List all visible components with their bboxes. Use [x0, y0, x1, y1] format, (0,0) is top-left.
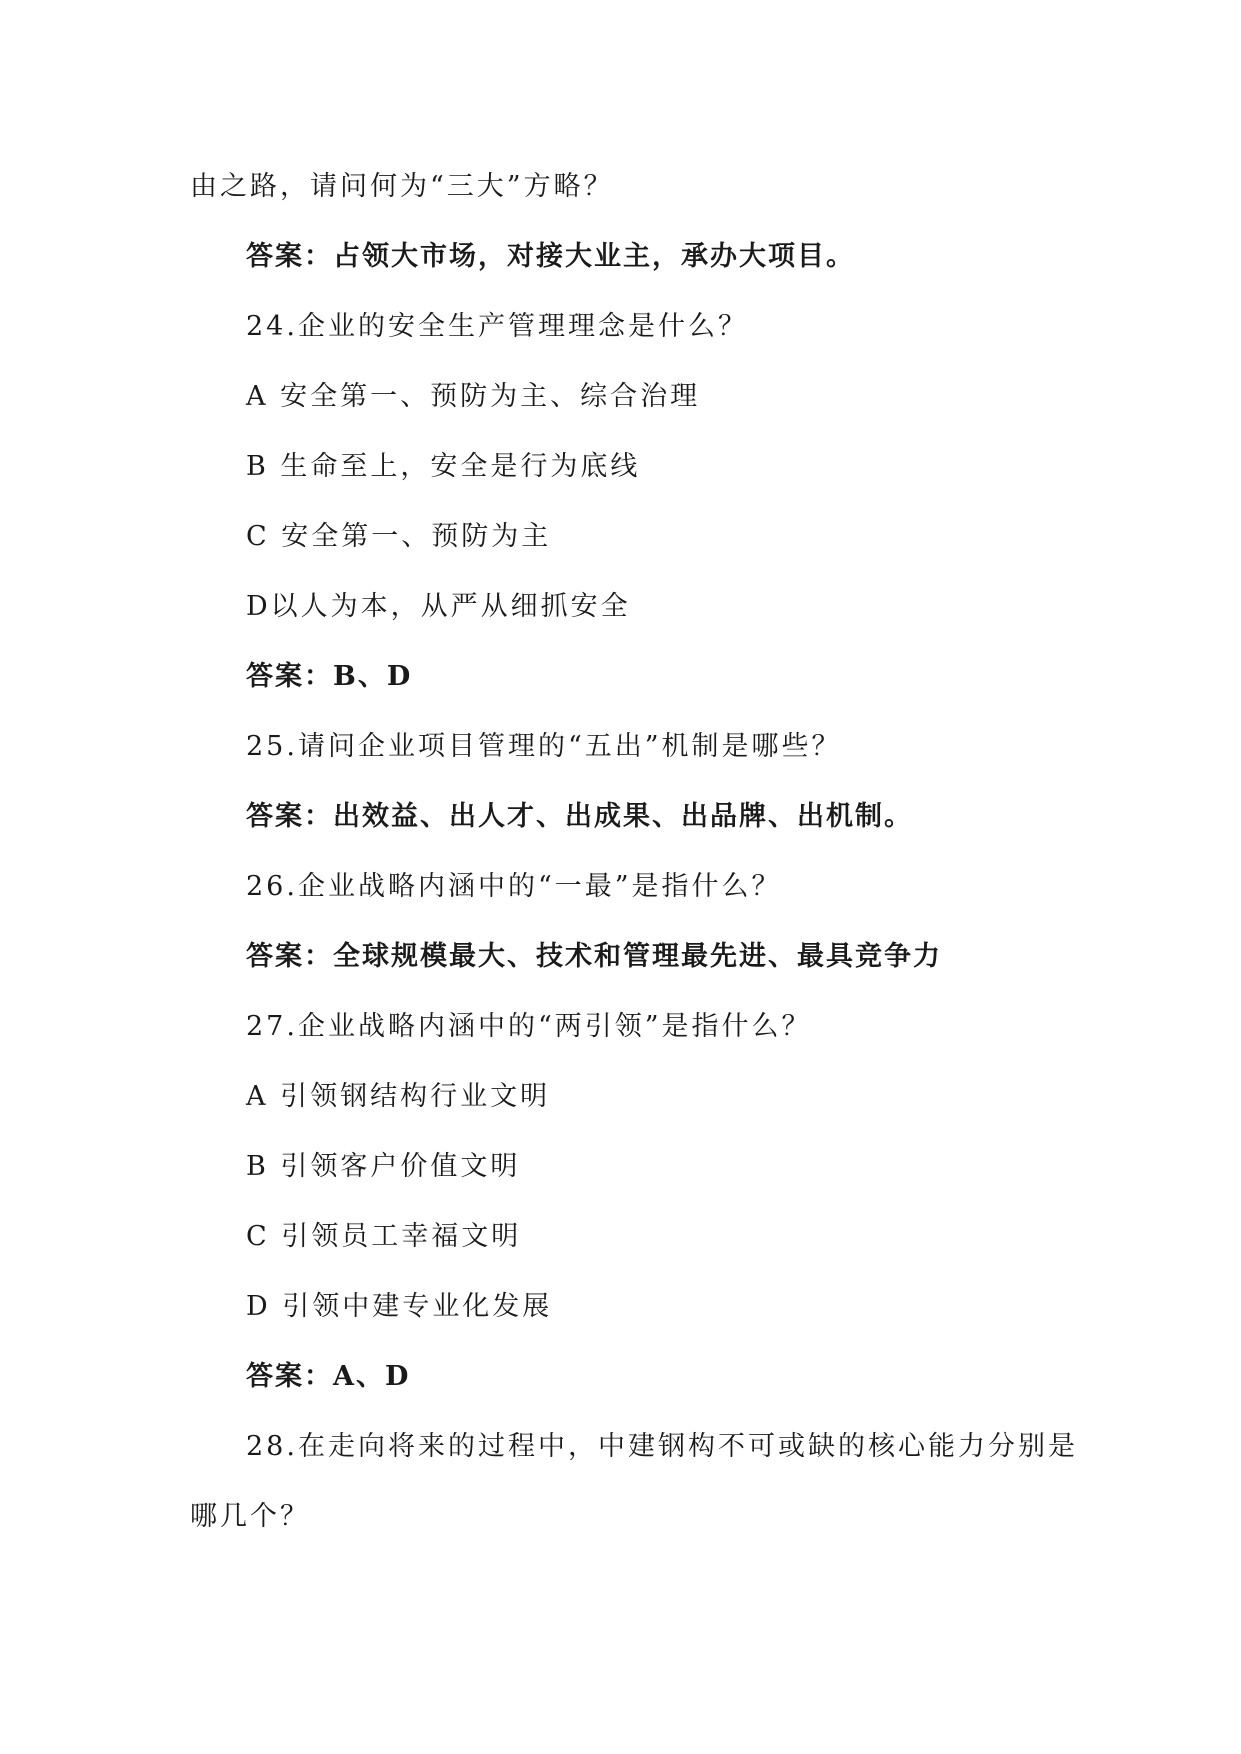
question-24: 24.企业的安全生产管理理念是什么？ [246, 311, 748, 342]
question-23-continuation: 由之路，请问何为“三大”方略？ [190, 171, 614, 202]
question-26: 26.企业战略内涵中的“一最”是指什么？ [246, 871, 782, 902]
question-28-continuation: 哪几个？ [190, 1501, 310, 1532]
question-27: 27.企业战略内涵中的“两引领”是指什么？ [246, 1011, 812, 1042]
question-25: 25.请问企业项目管理的“五出”机制是哪些？ [246, 731, 842, 762]
option-27-d: D 引领中建专业化发展 [246, 1291, 553, 1322]
option-27-a: A 引领钢结构行业文明 [246, 1081, 551, 1112]
answer-26: 答案：全球规模最大、技术和管理最先进、最具竞争力 [246, 941, 942, 972]
option-24-b: B 生命至上，安全是行为底线 [246, 451, 641, 482]
option-27-b: B 引领客户价值文明 [246, 1151, 521, 1182]
option-24-a: A 安全第一、预防为主、综合治理 [246, 381, 701, 412]
answer-27: 答案：A、D [246, 1361, 411, 1392]
question-28: 28.在走向将来的过程中，中建钢构不可或缺的核心能力分别是 [246, 1431, 1078, 1462]
answer-23: 答案：占领大市场，对接大业主，承办大项目。 [246, 241, 855, 272]
option-24-d: D以人为本，从严从细抓安全 [246, 591, 631, 622]
answer-25: 答案：出效益、出人才、出成果、出品牌、出机制。 [246, 801, 913, 832]
answer-24: 答案：B、D [246, 661, 413, 692]
option-24-c: C 安全第一、预防为主 [246, 521, 552, 552]
option-27-c: C 引领员工幸福文明 [246, 1221, 522, 1252]
